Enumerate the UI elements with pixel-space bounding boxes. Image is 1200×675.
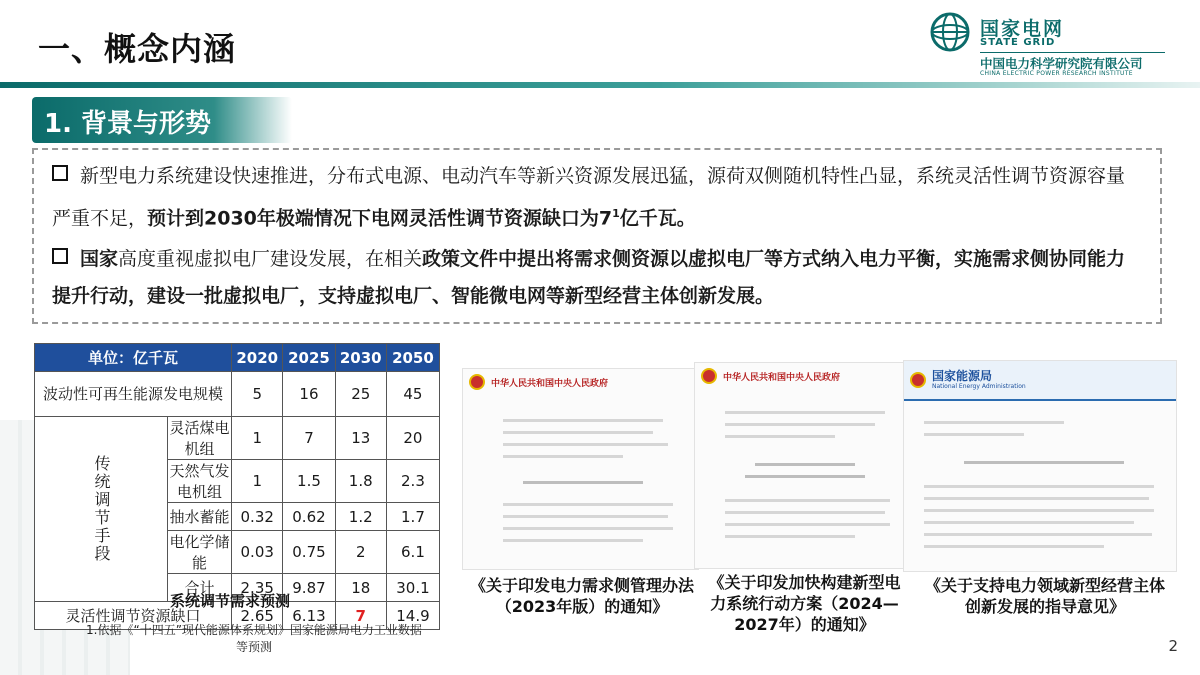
table-cell: 6.1 bbox=[386, 531, 439, 574]
table-cell: 2 bbox=[335, 531, 386, 574]
row-label: 电化学储能 bbox=[168, 531, 232, 574]
table-row bbox=[35, 372, 440, 417]
bullet-2-bold-b: 政策文件中提出将需求侧资源以虚拟电厂等方式纳入电力平衡，实施需求侧协同能力提升行动，建设一批虚拟电厂，支持虚拟电厂、智能微电网等新型经营主体创新发展。 bbox=[52, 248, 1126, 307]
doc-source: 国家能源局 bbox=[932, 369, 993, 383]
bullet-1-bold-a: 预计到2030年极端情况下电网灵活性调节资源缺口为7 bbox=[147, 207, 613, 230]
table-cell: 18 bbox=[335, 574, 386, 602]
policy-document-thumbnail-2 bbox=[694, 362, 916, 569]
table-cell: 6.13 bbox=[283, 602, 335, 630]
row-label: 抽水蓄能 bbox=[168, 503, 232, 531]
section-heading-text: 1. 背景与形势 bbox=[44, 109, 212, 139]
table-cell: 2.3 bbox=[386, 460, 439, 503]
table-header-year: 2050 bbox=[386, 344, 439, 372]
institute-name-en: CHINA ELECTRIC POWER RESEARCH INSTITUTE bbox=[980, 70, 1133, 77]
national-emblem-icon bbox=[910, 372, 926, 388]
document-title-2: 《关于印发加快构建新型电力系统行动方案（2024—2027年）的通知》 bbox=[708, 573, 901, 634]
bullet-1-bold-b: 亿千瓦。 bbox=[619, 207, 696, 230]
policy-document-thumbnail-3 bbox=[903, 360, 1177, 572]
page-title: 一、概念内涵 bbox=[38, 30, 237, 68]
regulation-demand-table bbox=[34, 343, 440, 630]
table-caption: 系统调节需求预测 bbox=[170, 592, 291, 610]
row-label: 灵活煤电机组 bbox=[168, 417, 232, 460]
table-header-row bbox=[35, 344, 440, 372]
bullet-1 bbox=[52, 158, 1137, 237]
doc-header bbox=[463, 369, 698, 395]
national-emblem-icon bbox=[469, 374, 485, 390]
table-header-unit: 单位：亿千瓦 bbox=[35, 344, 232, 372]
row-label: 灵活性调节资源缺口 bbox=[35, 602, 232, 630]
table-cell: 14.9 bbox=[386, 602, 439, 630]
bullet-2-bold-a: 国家 bbox=[80, 248, 119, 270]
footnote: 1.依据《“十四五”现代能源体系规划》国家能源局电力工业数据等预测 bbox=[86, 623, 422, 654]
doc-source-en: National Energy Administration bbox=[932, 383, 1026, 390]
state-grid-emblem-icon bbox=[930, 12, 970, 52]
bullet-2 bbox=[52, 241, 1137, 315]
table-cell: 9.87 bbox=[283, 574, 335, 602]
bullet-box bbox=[32, 148, 1162, 324]
footnote-ref: 1 bbox=[612, 207, 620, 220]
state-grid-logo bbox=[930, 10, 1190, 76]
policy-document-thumbnail-1 bbox=[462, 368, 699, 570]
table-cell: 25 bbox=[335, 372, 386, 417]
table-cell: 1.8 bbox=[335, 460, 386, 503]
doc-header bbox=[695, 363, 915, 389]
row-label: 天然气发电机组 bbox=[168, 460, 232, 503]
table-cell: 16 bbox=[283, 372, 335, 417]
table-cell: 30.1 bbox=[386, 574, 439, 602]
doc-header bbox=[904, 361, 1176, 401]
table-cell: 1.7 bbox=[386, 503, 439, 531]
table-cell: 1.5 bbox=[283, 460, 335, 503]
table-cell: 1.2 bbox=[335, 503, 386, 531]
table-header-year: 2030 bbox=[335, 344, 386, 372]
logo-en-text: STATE GRID bbox=[980, 37, 1056, 48]
square-bullet-icon bbox=[52, 165, 68, 181]
table-header-year: 2020 bbox=[232, 344, 283, 372]
table-cell: 1 bbox=[232, 460, 283, 503]
table-cell: 45 bbox=[386, 372, 439, 417]
page-number: 2 bbox=[1168, 637, 1178, 655]
logo-cn-text: 国家电网 bbox=[980, 18, 1065, 40]
table-cell: 13 bbox=[335, 417, 386, 460]
institute-name: 中国电力科学研究院有限公司 bbox=[980, 56, 1143, 71]
table-row bbox=[35, 417, 440, 460]
table-header-year: 2025 bbox=[283, 344, 335, 372]
group-label: 传统调节手段 bbox=[35, 417, 168, 602]
table-cell: 0.62 bbox=[283, 503, 335, 531]
table-cell: 20 bbox=[386, 417, 439, 460]
section-heading bbox=[32, 97, 292, 143]
table-cell: 2.65 bbox=[232, 602, 283, 630]
document-title-1: 《关于印发电力需求侧管理办法（2023年版）的通知》 bbox=[469, 576, 694, 616]
bullet-1-text: 新型电力系统建设快速推进，分布式电源、电动汽车等新兴资源发展迅猛，源荷双侧随机特性凸显，系统灵活性调节资源容量严重不足， bbox=[52, 165, 1126, 230]
table-cell: 7 bbox=[283, 417, 335, 460]
square-bullet-icon bbox=[52, 248, 68, 264]
doc-source: 中华人民共和国中央人民政府 bbox=[491, 378, 609, 389]
logo-divider bbox=[980, 52, 1165, 53]
table-cell: 0.03 bbox=[232, 531, 283, 574]
table-cell-highlight: 7 bbox=[335, 602, 386, 630]
table-cell: 0.75 bbox=[283, 531, 335, 574]
row-label: 波动性可再生能源发电规模 bbox=[35, 372, 232, 417]
document-title-3: 《关于支持电力领域新型经营主体创新发展的指导意见》 bbox=[924, 576, 1165, 616]
header-divider bbox=[0, 82, 1200, 88]
bullet-2-text: 高度重视虚拟电厂建设发展，在相关 bbox=[118, 248, 423, 270]
table-cell: 0.32 bbox=[232, 503, 283, 531]
table-cell: 1 bbox=[232, 417, 283, 460]
national-emblem-icon bbox=[701, 368, 717, 384]
row-label: 合计 bbox=[168, 574, 232, 602]
doc-source: 中华人民共和国中央人民政府 bbox=[723, 372, 841, 383]
table-cell: 2.35 bbox=[232, 574, 283, 602]
table-cell: 5 bbox=[232, 372, 283, 417]
